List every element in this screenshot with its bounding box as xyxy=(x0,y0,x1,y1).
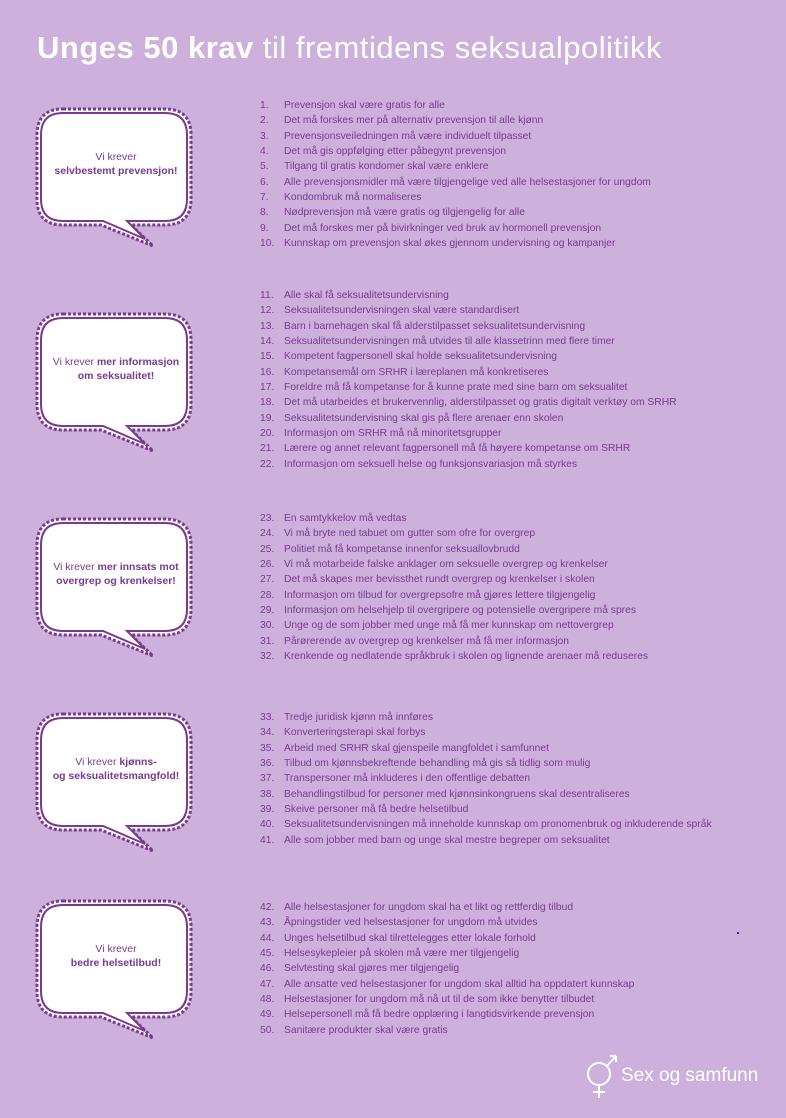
item-number: 33. xyxy=(260,712,275,723)
item-number: 4. xyxy=(260,146,269,158)
item-number: 2. xyxy=(260,115,269,127)
item-text: Selvtesting skal gjøres mer tilgjengelig xyxy=(284,963,460,975)
item-number: 48. xyxy=(260,994,275,1006)
item-text: Det må gis oppfølging etter påbegynt prevensjon xyxy=(284,146,507,158)
item-text: Transpersoner må inkluderes i den offentlige debatten xyxy=(284,773,531,785)
item-text: Alle som jobber med barn og unge skal mestre begreper om seksualitet xyxy=(284,834,610,846)
bubble-line1-bold: mer informasjon xyxy=(96,356,180,368)
speech-bubble xyxy=(33,708,195,868)
item-text: Konverteringsterapi skal forbys xyxy=(284,727,426,739)
item-text: Prevensjon skal være gratis for alle xyxy=(284,100,445,111)
item-text: Nødprevensjon må være gratis og tilgjengelig for alle xyxy=(284,207,525,219)
item-number: 16. xyxy=(260,366,275,378)
item-text: Unges helsetilbud skal tilrettelegges etter lokale forhold xyxy=(284,932,536,944)
list-item xyxy=(260,603,648,618)
list-item xyxy=(260,817,712,832)
speech-bubble xyxy=(33,513,195,673)
item-number: 15. xyxy=(260,351,275,363)
list-item xyxy=(260,977,634,992)
item-number: 27. xyxy=(260,574,275,586)
list-item xyxy=(260,572,648,587)
item-text: Pårørerende av overgrep og krenkelser må få mer informasjon xyxy=(284,635,570,647)
bubble-line1-light: Vi krever xyxy=(53,561,95,573)
item-number: 10. xyxy=(260,238,275,250)
list-item xyxy=(260,992,634,1007)
list-item xyxy=(260,634,648,649)
bubble-text xyxy=(45,103,187,225)
item-text: Tredje juridisk kjønn må innføres xyxy=(284,712,433,723)
item-text: Seksualitetsundervisningen må utvides til alle klassetrinn med flere timer xyxy=(284,336,615,348)
item-number: 20. xyxy=(260,428,275,440)
list-item xyxy=(260,710,712,725)
item-number: 19. xyxy=(260,412,275,424)
list-item xyxy=(260,236,651,251)
item-number: 8. xyxy=(260,207,269,219)
item-number: 22. xyxy=(260,458,275,470)
bubble-line2: selvbestemt prevensjon! xyxy=(54,165,178,177)
list-item xyxy=(260,159,651,174)
bubble-text xyxy=(45,895,187,1017)
bubble-line2: og seksualitetsmangfold! xyxy=(52,770,180,782)
list-item xyxy=(260,588,648,603)
item-number: 24. xyxy=(260,528,275,540)
item-number: 49. xyxy=(260,1009,275,1021)
list-item xyxy=(260,411,677,426)
item-text: Alle skal få seksualitetsundervisning xyxy=(284,290,449,301)
item-text: Arbeid med SRHR skal gjenspeile mangfoldet i samfunnet xyxy=(284,742,549,754)
item-text: Kompetent fagpersonell skal holde seksualitetsundervisning xyxy=(284,351,558,363)
item-text: Helsestasjoner for ungdom må nå ut til de som ikke benytter tilbudet xyxy=(284,994,595,1006)
list-item xyxy=(260,349,677,364)
bubble-text xyxy=(45,708,187,830)
item-number: 26. xyxy=(260,559,275,571)
demand-list xyxy=(260,511,648,664)
logo-text: Sex og samfunn xyxy=(621,1065,759,1086)
item-text: Alle prevensjonsmidler må være tilgjengelige ved alle helsestasjoner for ungdom xyxy=(284,176,651,188)
item-text: Helsesykepleier på skolen må være mer tilgjengelig xyxy=(284,948,520,960)
item-number: 37. xyxy=(260,773,275,785)
list-item xyxy=(260,557,648,572)
bubble-line1-light: Vi krever xyxy=(95,943,137,955)
bubble-line1-light: Vi krever xyxy=(75,756,117,768)
logo xyxy=(584,1052,764,1102)
list-item xyxy=(260,1007,634,1022)
demand-list xyxy=(260,98,651,251)
item-text: Informasjon om seksuell helse og funksjonsvariasjon må styrkes xyxy=(284,458,578,470)
list-item xyxy=(260,542,648,557)
list-item xyxy=(260,380,677,395)
item-number: 40. xyxy=(260,819,275,831)
item-number: 38. xyxy=(260,788,275,800)
speech-bubble xyxy=(33,103,195,263)
list-item xyxy=(260,900,634,915)
item-number: 7. xyxy=(260,192,269,204)
list-item xyxy=(260,365,677,380)
item-text: Informasjon om tilbud for overgrepsofre må gjøres lettere tilgjengelig xyxy=(284,589,596,601)
item-text: Tilbud om kjønnsbekreftende behandling må gis så tidlig som mulig xyxy=(284,758,591,770)
list-item xyxy=(260,725,712,740)
speech-bubble xyxy=(33,895,195,1055)
list-item xyxy=(260,833,712,848)
item-text: Vi må bryte ned tabuet om gutter som ofre for overgrep xyxy=(284,528,536,540)
list-item xyxy=(260,129,651,144)
item-text: Alle helsestasjoner for ungdom skal ha et likt og rettferdig tilbud xyxy=(284,902,574,913)
item-text: Unge og de som jobber med unge må få mer kunnskap om nettovergrep xyxy=(284,620,614,632)
list-item xyxy=(260,771,712,786)
list-item xyxy=(260,205,651,220)
item-text: Det må utarbeides et brukervennlig, alderstilpasset og gratis digitalt verktøy om SRHR xyxy=(284,397,677,409)
bubble-line2: overgrep og krenkelser! xyxy=(56,575,176,587)
item-number: 1. xyxy=(260,100,269,111)
bubble-line2: bedre helsetilbud! xyxy=(70,957,162,969)
item-text: Det må skapes mer bevissthet rundt overgrep og krenkelser i skolen xyxy=(284,574,595,586)
bubble-line1-bold: mer innsats mot xyxy=(97,561,179,573)
item-text: Lærere og annet relevant fagpersonell må få høyere kompetanse om SRHR xyxy=(284,443,631,455)
list-item xyxy=(260,1023,634,1038)
list-item xyxy=(260,334,677,349)
list-item xyxy=(260,175,651,190)
item-text: Skeive personer må få bedre helsetilbud xyxy=(284,804,469,816)
item-number: 34. xyxy=(260,727,275,739)
item-number: 5. xyxy=(260,161,269,173)
item-number: 23. xyxy=(260,513,275,524)
demand-list xyxy=(260,288,677,472)
stray-dot xyxy=(737,932,739,934)
item-number: 6. xyxy=(260,176,269,188)
bubble-text xyxy=(45,308,187,430)
item-number: 44. xyxy=(260,932,275,944)
item-number: 25. xyxy=(260,543,275,555)
item-text: Prevensjonsveiledningen må være individuelt tilpasset xyxy=(284,130,532,142)
list-item xyxy=(260,931,634,946)
item-number: 11. xyxy=(260,290,274,301)
item-text: Det må forskes mer på bivirkninger ved bruk av hormonell prevensjon xyxy=(284,222,602,234)
list-item xyxy=(260,946,634,961)
list-item xyxy=(260,511,648,526)
item-number: 47. xyxy=(260,978,275,990)
item-number: 17. xyxy=(260,382,275,394)
list-item xyxy=(260,618,648,633)
item-text: Seksualitetsundervisning skal gis på flere arenaer enn skolen xyxy=(284,412,564,424)
list-item xyxy=(260,441,677,456)
item-number: 32. xyxy=(260,651,275,663)
list-item xyxy=(260,319,677,334)
item-text: En samtykkelov må vedtas xyxy=(284,513,407,524)
item-text: Helsepersonell må få bedre opplæring i langtidsvirkende prevensjon xyxy=(284,1009,595,1021)
item-number: 46. xyxy=(260,963,275,975)
item-number: 36. xyxy=(260,758,275,770)
list-item xyxy=(260,98,651,113)
list-item xyxy=(260,787,712,802)
item-number: 41. xyxy=(260,834,275,846)
item-number: 3. xyxy=(260,130,269,142)
list-item xyxy=(260,288,677,303)
bubble-line1-bold: kjønns- xyxy=(119,756,157,768)
list-item xyxy=(260,526,648,541)
list-item xyxy=(260,221,651,236)
item-text: Informasjon om helsehjelp til overgripere og potensielle overgripere må spres xyxy=(284,605,636,617)
item-text: Alle ansatte ved helsestasjoner for ungdom skal alltid ha oppdatert kunnskap xyxy=(284,978,635,990)
item-text: Det må forskes mer på alternativ prevensjon til alle kjønn xyxy=(284,115,544,127)
title-bold: Unges 50 krav xyxy=(37,30,254,65)
item-text: Krenkende og nedlatende språkbruk i skolen og lignende arenaer må reduseres xyxy=(284,651,649,663)
list-item xyxy=(260,741,712,756)
item-number: 21. xyxy=(260,443,275,455)
list-item xyxy=(260,915,634,930)
item-text: Informasjon om SRHR må nå minoritetsgrupper xyxy=(284,428,502,440)
list-item xyxy=(260,144,651,159)
bubble-line1-light: Vi krever xyxy=(52,356,95,368)
item-text: Sanitære produkter skal være gratis xyxy=(284,1024,448,1036)
item-number: 50. xyxy=(260,1024,275,1036)
item-text: Seksualitetsundervisningen skal være standardisert xyxy=(284,305,520,317)
speech-bubble xyxy=(33,308,195,468)
item-number: 35. xyxy=(260,742,275,754)
title-rest: til fremtidens seksualpolitikk xyxy=(262,30,663,65)
list-item xyxy=(260,649,648,664)
bubble-line2: om seksualitet! xyxy=(77,370,155,382)
list-item xyxy=(260,756,712,771)
item-text: Politiet må få kompetanse innenfor seksuallovbrudd xyxy=(284,543,520,555)
item-number: 29. xyxy=(260,605,275,617)
list-item xyxy=(260,426,677,441)
item-text: Åpningstider ved helsestasjoner for ungdom må utvides xyxy=(284,917,538,929)
list-item xyxy=(260,802,712,817)
list-item xyxy=(260,457,677,472)
item-number: 43. xyxy=(260,917,275,929)
item-number: 31. xyxy=(260,635,275,647)
item-text: Seksualitetsundervisningen må inneholde kunnskap om pronomenbruk og inkluderende språk xyxy=(284,819,712,831)
item-number: 13. xyxy=(260,320,275,332)
item-text: Kompetansemål om SRHR i læreplanen må konkretiseres xyxy=(284,366,549,378)
item-text: Kunnskap om prevensjon skal økes gjennom undervisning og kampanjer xyxy=(284,238,616,250)
item-number: 39. xyxy=(260,804,275,816)
item-text: Vi må motarbeide falske anklager om seksuelle overgrep og krenkelser xyxy=(284,559,608,571)
list-item xyxy=(260,190,651,205)
list-item xyxy=(260,395,677,410)
item-text: Foreldre må få kompetanse for å kunne prate med sine barn om seksualitet xyxy=(284,382,628,394)
item-number: 12. xyxy=(260,305,275,317)
list-item xyxy=(260,961,634,976)
item-number: 30. xyxy=(260,620,275,632)
item-number: 18. xyxy=(260,397,275,409)
item-text: Behandlingstilbud for personer med kjønnsinkongruens skal desentraliseres xyxy=(284,788,630,800)
item-number: 9. xyxy=(260,222,269,234)
item-text: Barn i barnehagen skal få alderstilpasset seksualitetsundervisning xyxy=(284,320,586,332)
gender-symbol-icon xyxy=(584,1052,620,1100)
page-title xyxy=(37,30,662,66)
item-text: Kondombruk må normaliseres xyxy=(284,192,422,204)
bubble-line1-light: Vi krever xyxy=(95,151,137,163)
item-text: Tilgang til gratis kondomer skal være enklere xyxy=(284,161,489,173)
demand-list xyxy=(260,710,712,848)
demand-list xyxy=(260,900,634,1038)
list-item xyxy=(260,303,677,318)
item-number: 42. xyxy=(260,902,275,913)
list-item xyxy=(260,113,651,128)
bubble-text xyxy=(45,513,187,635)
item-number: 45. xyxy=(260,948,275,960)
item-number: 14. xyxy=(260,336,275,348)
item-number: 28. xyxy=(260,589,275,601)
